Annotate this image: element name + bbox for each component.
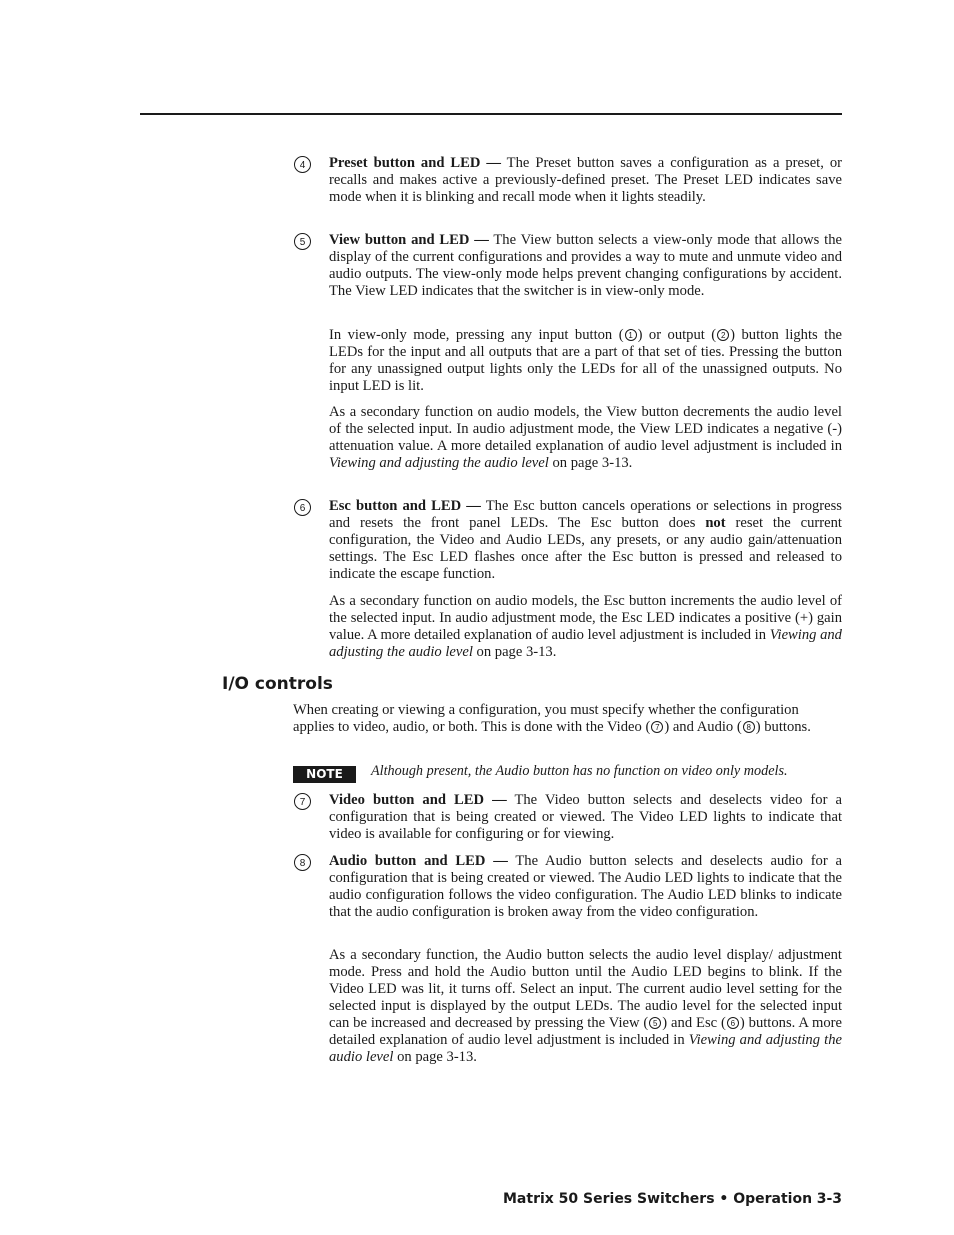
section-heading: I/O controls xyxy=(222,674,333,694)
callout-ref-2: 2 xyxy=(717,329,729,341)
callout-number-4: 4 xyxy=(294,156,311,173)
callout-number-7: 7 xyxy=(294,793,311,810)
preset-description: Preset button and LED — The Preset button saves a configuration as a preset, or recalls and makes active a previously-defined preset. The Preset LED indicates save mode when it is blinking and recall mode when it lights steadily. xyxy=(329,155,842,205)
cross-reference: Viewing and adjusting the audio level xyxy=(329,627,842,660)
cross-reference: Viewing and adjusting the audio level xyxy=(329,1032,842,1065)
cross-reference: Viewing and adjusting the audio level xyxy=(329,455,549,471)
view-paragraph-3: As a secondary function on audio models, the View button decrements the audio level of the selected input. In audio adjustment mode, the View LED indicates a negative (-) attenuation value. A more detailed explanation of audio level adjustment is included in Viewing and adjusting the audio level on page 3-13. xyxy=(329,404,842,471)
callout-ref-7: 7 xyxy=(651,721,663,733)
audio-paragraph-2: As a secondary function, the Audio button selects the audio level display/ adjustment mode. Press and hold the Audio button until the Audio LED begins to blink. If the Video LED was lit, it turns off. Select an input. The current audio level setting for the selected input is displayed by the output LEDs. The audio level for the selected input can be increased and decreased by pressing the View ( 5 ) and Esc ( 6 ) buttons. A more detailed explanation of audio level adjustment is included in Viewing and adjusting the audio level on page 3-13. xyxy=(329,947,842,1065)
footer-title: Matrix 50 Series Switchers • Operation xyxy=(503,1191,813,1207)
callout-number-8: 8 xyxy=(294,854,311,871)
note-text: Although present, the Audio button has no function on video only models. xyxy=(371,763,788,779)
video-title: Video button and LED — xyxy=(329,792,507,808)
page-number: 3-3 xyxy=(816,1191,842,1207)
view-title: View button and LED — xyxy=(329,232,489,248)
section-intro: When creating or viewing a configuration, you must specify whether the configuration applies to video, audio, or both. This is done with the Video ( 7 ) and Audio ( 8 ) buttons. xyxy=(293,702,811,735)
video-description: Video button and LED — The Video button selects and deselects video for a configuration that is being created or viewed. The Video LED lights to indicate that video is available for configuring or for viewing. xyxy=(329,792,842,842)
header-rule xyxy=(140,113,842,115)
esc-title: Esc button and LED — xyxy=(329,498,481,514)
callout-ref-5: 5 xyxy=(649,1017,661,1029)
view-paragraph-2: In view-only mode, pressing any input button ( 1 ) or output ( 2 ) button lights the LEDs for the input and all outputs that are a part of that set of ties. Pressing the button for any unassigned output lights only the LEDs for all of the unassigned outputs. No input LED is lit. xyxy=(329,327,843,394)
preset-title: Preset button and LED — xyxy=(329,155,501,171)
view-description: View button and LED — The View button selects a view-only mode that allows the display of the current configurations and provides a way to mute and unmute video and audio outputs. The view-only mode helps prevent changing configurations by accident. The View LED indicates that the switcher is in view-only mode. xyxy=(329,232,842,299)
audio-title: Audio button and LED — xyxy=(329,853,508,869)
note-badge: NOTE xyxy=(293,766,356,783)
callout-number-5: 5 xyxy=(294,233,311,250)
audio-description: Audio button and LED — The Audio button selects and deselects audio for a configuration that is being created or viewed. The Audio LED lights to indicate that the audio configuration follows the video configuration. The Audio LED blinks to indicate that the audio configuration is broken away from the video configuration. xyxy=(329,853,842,920)
esc-description: Esc button and LED — The Esc button cancels operations or selections in progress and resets the front panel LEDs. The Esc button does not reset the current configuration, the Video and Audio LEDs, any presets, or any audio gain/attenuation settings. The Esc LED flashes once after the Esc button is pressed and released to indicate the escape function. xyxy=(329,498,842,582)
callout-ref-6: 6 xyxy=(727,1017,739,1029)
esc-paragraph-2: As a secondary function on audio models, the Esc button increments the audio level of the selected input. In audio adjustment mode, the Esc LED indicates a positive (+) gain value. A more detailed explanation of audio level adjustment is included in Viewing and adjusting the audio level on page 3-13. xyxy=(329,593,842,660)
callout-number-6: 6 xyxy=(294,499,311,516)
callout-ref-8: 8 xyxy=(743,721,755,733)
callout-ref-1: 1 xyxy=(625,329,637,341)
